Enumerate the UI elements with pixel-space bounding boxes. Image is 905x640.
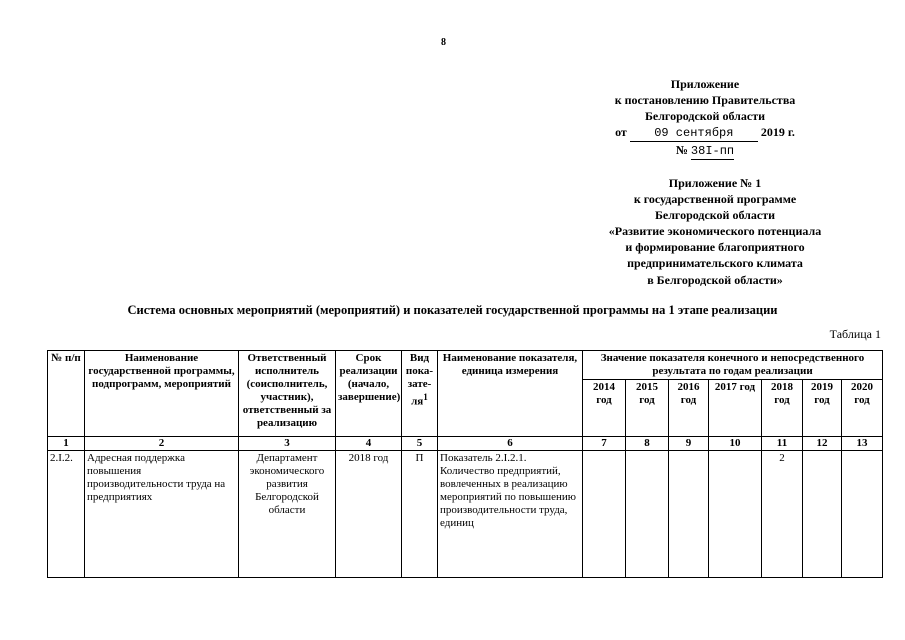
col-header-type: Вид пока-$зате-ля^1$ [402, 351, 438, 437]
date-value: 09 сентября [630, 125, 758, 142]
row-num: 2.I.2. [48, 451, 85, 578]
appendix-title: Приложение [670, 77, 740, 91]
appendix-line: Белгородской области [644, 109, 766, 123]
appendix2-line: к государственной программе [633, 192, 797, 207]
col-header-term: Срок реализации (начало, завершение) [336, 351, 402, 437]
row-value-2019 [803, 451, 842, 578]
column-number: 5 [402, 437, 438, 451]
col-header-year: 2018 год [762, 380, 803, 437]
col-header-num: № п/п [48, 351, 85, 437]
column-number: 12 [803, 437, 842, 451]
row-value-2014 [583, 451, 626, 578]
appendix2-title: Приложение № 1 [668, 176, 762, 190]
appendix-line: к постановлению Правительства [614, 93, 796, 107]
column-number: 9 [669, 437, 709, 451]
date-prefix: от [615, 125, 627, 139]
col-header-year: 2017 год [709, 380, 762, 437]
date-suffix: 2019 г. [760, 125, 795, 139]
column-number: 4 [336, 437, 402, 451]
appendix2-line: «Развитие экономического потенциала [608, 224, 822, 239]
measures-table [47, 350, 883, 578]
row-term: 2018 год [336, 451, 402, 578]
col-header-year: 2016 год [669, 380, 709, 437]
row-value-2020 [842, 451, 883, 578]
col-header-values-group: Значение показателя конечного и непосредственного результата по годам реализации [583, 351, 883, 380]
col-header-responsible: Ответственный исполнитель (соисполнитель, участник), ответственный за реализацию [239, 351, 336, 437]
number-prefix: № [675, 143, 688, 157]
appendix2-line: и формирование благоприятного [625, 240, 805, 255]
row-value-2015 [626, 451, 669, 578]
col-header-indicator: Наименование показателя, единица измерения [438, 351, 583, 437]
column-number: 7 [583, 437, 626, 451]
header-row [48, 351, 883, 380]
column-numbers-row [48, 437, 883, 451]
row-value-2018: 2 [762, 451, 803, 578]
appendix2-line: Белгородской области [654, 208, 776, 223]
row-indicator: Показатель 2.I.2.1. Количество предприятий, вовлеченных в реализацию мероприятий по повышению производительности труда, единиц [438, 451, 583, 578]
col-header-year: 2020 год [842, 380, 883, 437]
row-value-2017 [709, 451, 762, 578]
row-value-2016 [669, 451, 709, 578]
column-number: 10 [709, 437, 762, 451]
table-label: Таблица 1 [829, 327, 881, 341]
column-number: 3 [239, 437, 336, 451]
row-type: П [402, 451, 438, 578]
col-header-year: 2014 год [583, 380, 626, 437]
appendix2-block [560, 175, 870, 288]
column-number: 2 [85, 437, 239, 451]
col-header-name: Наименование государственной программы, подпрограмм, мероприятий [85, 351, 239, 437]
col-header-year: 2015 год [626, 380, 669, 437]
appendix2-line: в Белгородской области» [647, 272, 783, 287]
appendix-number [560, 142, 850, 160]
row-name: Адресная поддержка повышения производительности труда на предприятиях [85, 451, 239, 578]
col-header-year: 2019 год [803, 380, 842, 437]
column-number: 1 [48, 437, 85, 451]
page-number: 8 [441, 37, 446, 48]
column-number: 13 [842, 437, 883, 451]
column-number: 11 [762, 437, 803, 451]
appendix2-line: предпринимательского климата [627, 256, 803, 271]
number-value: 38I-пп [690, 144, 735, 158]
column-number: 6 [438, 437, 583, 451]
document-title: Система основных мероприятий (мероприятий) и показателей государственной программы на 1 этапе реализации [127, 303, 778, 317]
row-responsible: Департамент экономического развития Белгородской области [239, 451, 336, 578]
table-row [48, 451, 883, 578]
appendix-date [560, 124, 850, 142]
column-number: 8 [626, 437, 669, 451]
appendix-block [560, 76, 850, 160]
